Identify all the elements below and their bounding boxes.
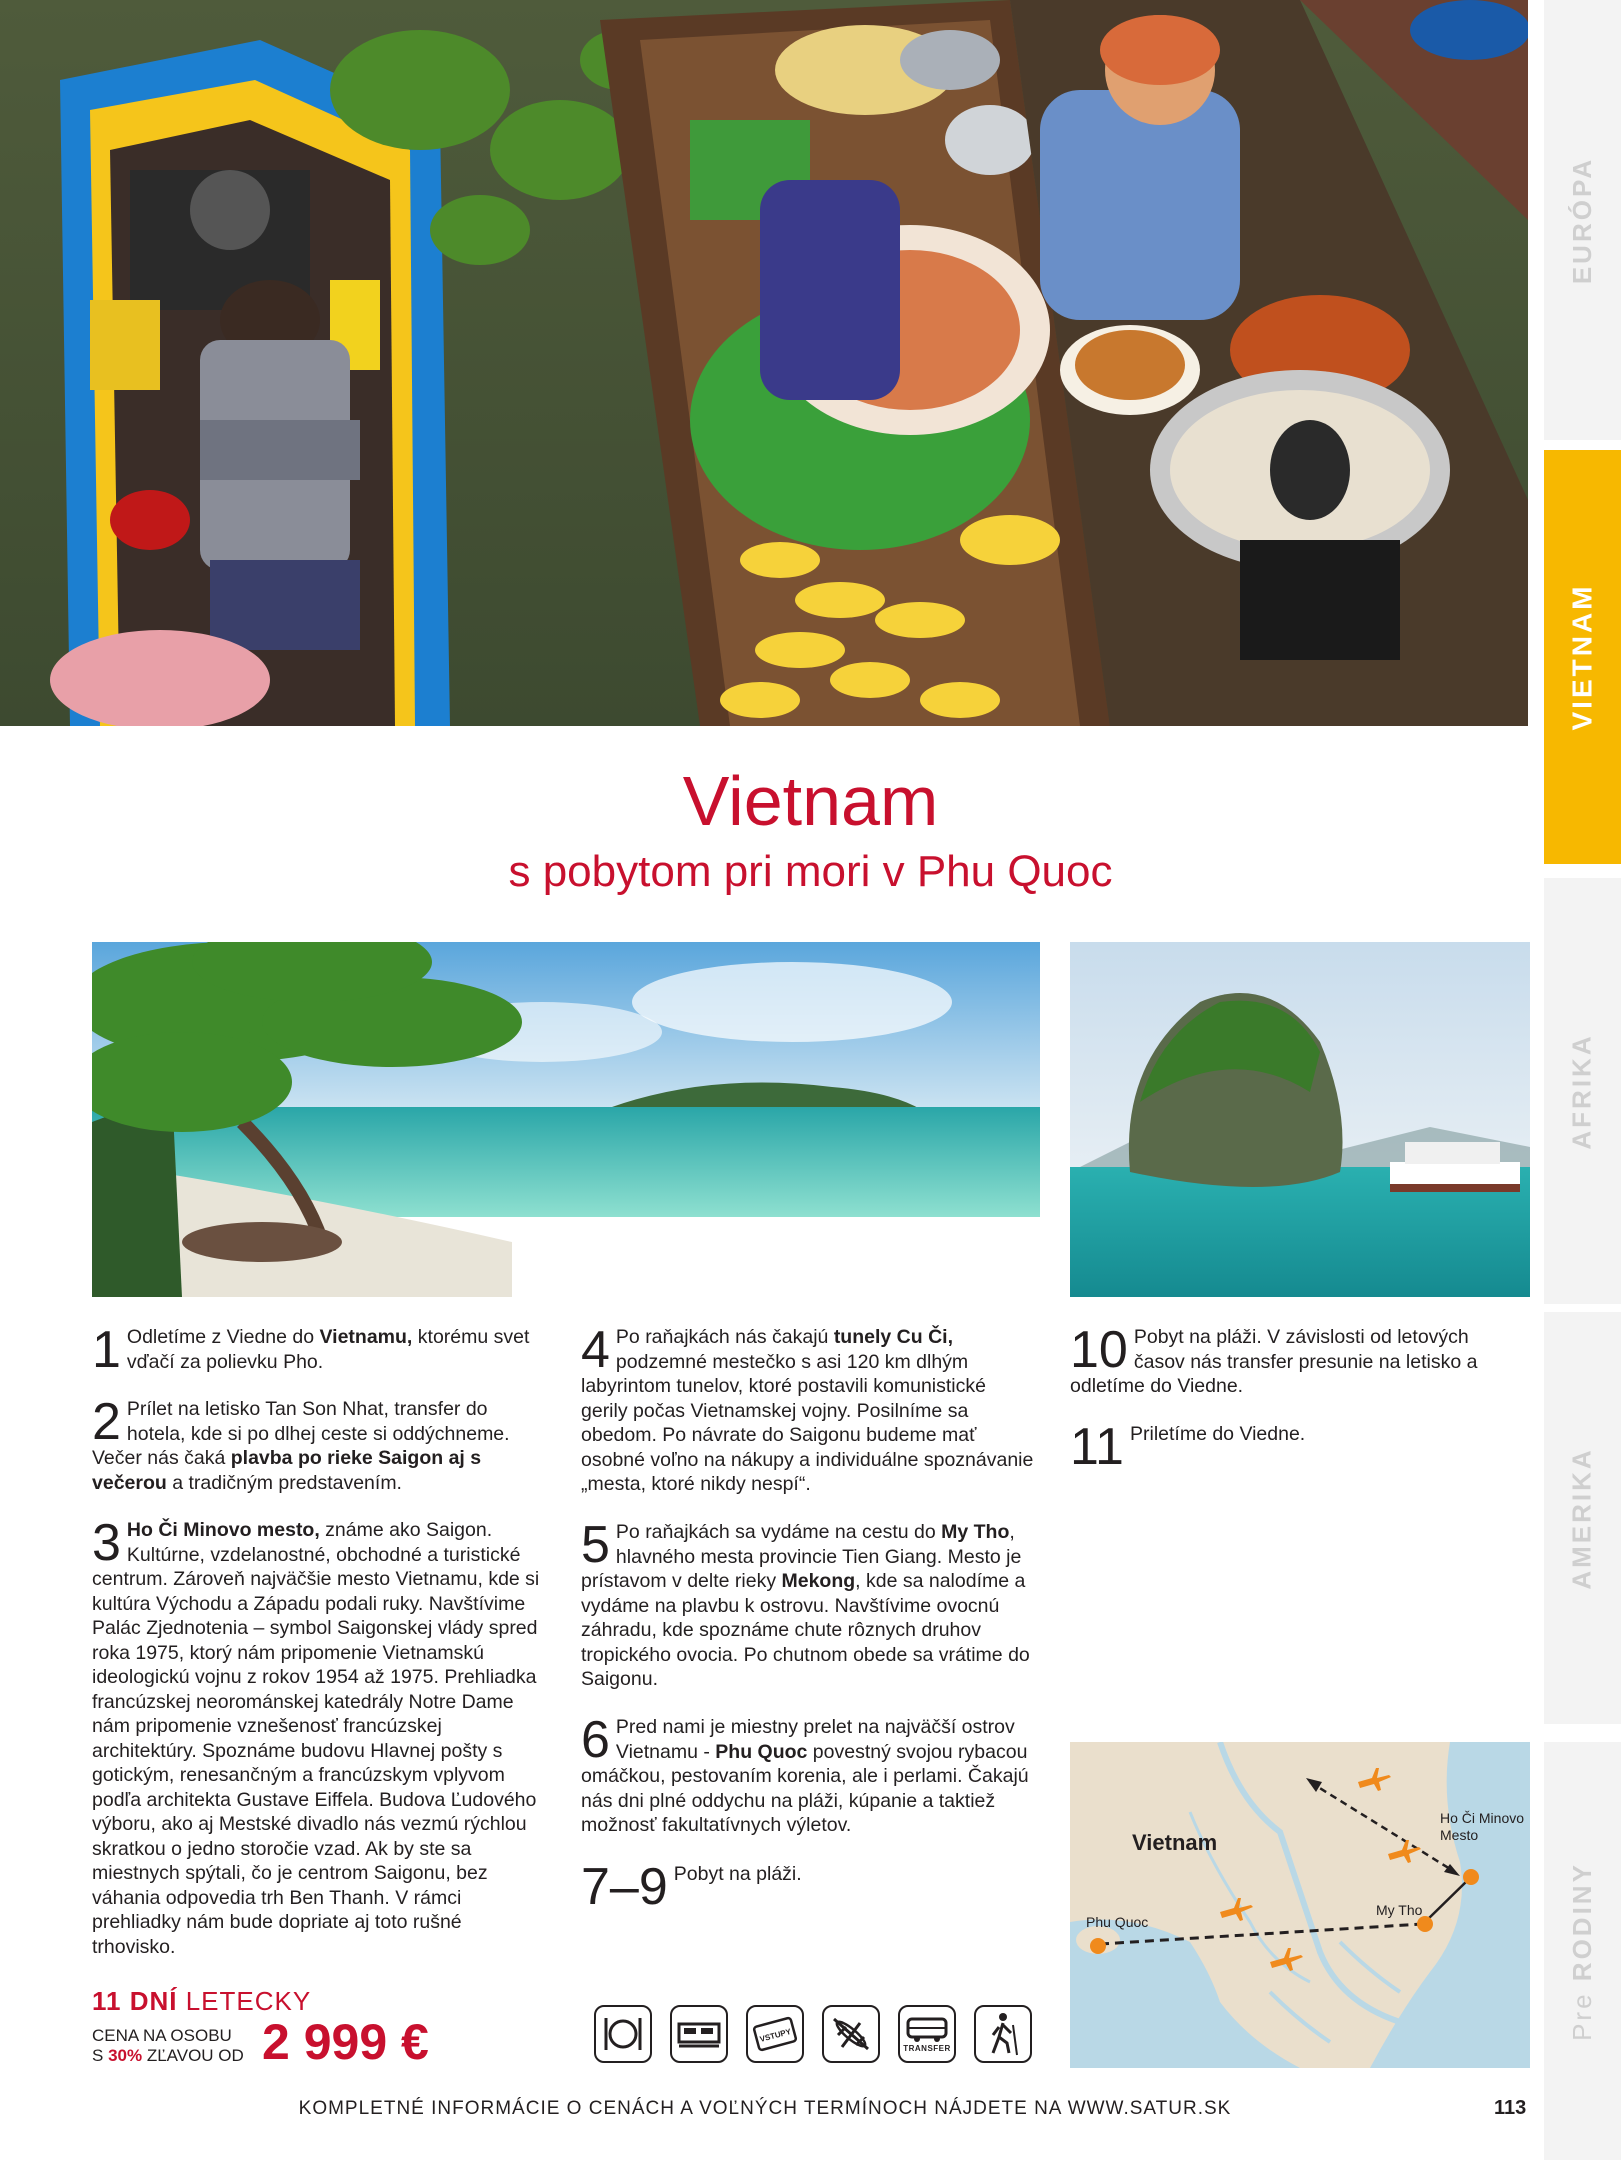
- footer-info: KOMPLETNÉ INFORMÁCIE O CENÁCH A VOĽNÝCH TERMÍNOCH NÁJDETE NA WWW.SATUR.SK: [298, 2098, 1232, 2119]
- itinerary-day-6: [581, 1711, 1036, 1838]
- itinerary-day-11: [1070, 1418, 1525, 1476]
- price-label-line1: CENA NA OSOBU: [92, 2026, 232, 2045]
- itinerary-day-4: [581, 1321, 1036, 1497]
- price-label: [92, 2026, 244, 2066]
- itinerary-day-5: [581, 1516, 1036, 1692]
- tab-afrika-label: AFRIKA: [1567, 1032, 1597, 1150]
- day-number: 5: [581, 1516, 610, 1574]
- tab-amerika[interactable]: [1544, 1312, 1621, 1724]
- itinerary-day-10: [1070, 1321, 1525, 1399]
- beach-illustration: [92, 942, 1040, 1297]
- tab-pre-rodiny[interactable]: [1544, 1742, 1621, 2160]
- day-text: Priletíme do Viedne.: [1129, 1423, 1306, 1445]
- halong-bay-photo: [1070, 942, 1530, 1297]
- ticket-icon-label: VSTUPY: [758, 2026, 793, 2044]
- route-map: [1070, 1742, 1530, 2068]
- day-text: Pobyt na pláži.: [673, 1863, 802, 1885]
- trip-days: 11 DNÍ: [92, 1986, 178, 2016]
- day-text: Po raňajkách nás čakajú tunely Cu Či, podzemné mestečko s asi 120 km dlhým labyrintom tunelov, ktoré postavili komunistické gerily počas Vietnamskej vojny. Posilníme sa obedom. Po návrate do Saigonu budeme mať osobné voľno na nákupy a individuálne spoznávanie „mesta, ktoré nikdy nespí“.: [581, 1326, 1034, 1495]
- discount-percent: 30%: [108, 2046, 143, 2065]
- day-number: 1: [92, 1321, 121, 1379]
- day-number: 4: [581, 1321, 610, 1379]
- day-number: 3: [92, 1514, 121, 1572]
- halong-bay-illustration: [1070, 942, 1530, 1297]
- transfer-icon: [898, 2005, 956, 2063]
- tab-amerika-label: AMERIKA: [1567, 1446, 1597, 1590]
- day-text: Odletíme z Viedne do Vietnamu, ktorému svet vďačí za polievku Pho.: [126, 1326, 530, 1373]
- price-label-line2: [92, 2046, 244, 2066]
- day-number: 10: [1070, 1321, 1128, 1379]
- day-text: Po raňajkách sa vydáme na cestu do My Tho, hlavného mesta provincie Tien Giang. Mesto je prístavom v delte rieky Mekong, kde sa nalodíme a vydáme na plavbu k ostrovu. Navštívime ovocnú záhradu, kde spoznáme chute rôznych druhov tropického ovocia. Po chutnom obede sa vrátime do Saigonu.: [581, 1521, 1030, 1690]
- day-text: Ho Či Minovo mesto, známe ako Saigon. Kultúrne, vzdelanostné, obchodné a turistické centrum. Zároveň najväčšie mesto Vietnamu, kde si kultúra Východu a Západu podali ruky. Navštívime Palác Zjednotenia – symbol Saigonskej vlády spred roka 1975, ktorý nám pripomenie Vietnamskú ideologickú vojnu z rokov 1954 až 1975. Prehliadka francúzskej neorománskej katedrály Notre Dame nám pripomenie vznešenosť francúzskej architektúry. Spoznáme budovu Hlavnej pošty s gotickým, renesančným a francúzskym vplyvom podľa architekta Gustave Eiffela. Budova Ľudového výboru, ako aj Mestské divadlo nás vezmú rýchlou skratkou o jedno storočie vzad. Ak by ste sa miestnych spýtali, čo je centrom Saigonu, bez váhania odpovedia trh Ben Thanh. V rámci prehliadky nám bude dopriate aj toto rušné trhovisko.: [92, 1519, 540, 1958]
- map-label-mytho: My Tho: [1376, 1902, 1423, 1918]
- map-label-hcm-line2: Mesto: [1440, 1827, 1479, 1843]
- day-number: 2: [92, 1393, 121, 1451]
- map-country-label: Vietnam: [1132, 1830, 1218, 1855]
- tab-rodiny-word: RODINY: [1567, 1861, 1598, 1981]
- map-label-hcm-line1: Ho Či Minovo: [1440, 1810, 1525, 1826]
- flight-icon: [822, 2005, 880, 2063]
- price-value: 2 999 €: [262, 2014, 429, 2070]
- itinerary-day-3: [92, 1514, 544, 1959]
- map-label-hcm: [1440, 1810, 1524, 1844]
- tab-europa-label: EURÓPA: [1567, 156, 1597, 284]
- itinerary-day-7-9: [581, 1858, 1036, 1916]
- tab-europa[interactable]: [1544, 0, 1621, 440]
- hiking-icon: [974, 2005, 1032, 2063]
- ticket-icon: [746, 2005, 804, 2063]
- price-label-from: ZĽAVOU OD: [142, 2046, 244, 2065]
- map-label-phuquoc: Phu Quoc: [1086, 1914, 1149, 1930]
- day-number: 6: [581, 1711, 610, 1769]
- hero-photo-floating-market: [0, 0, 1528, 726]
- route-map-graphic: [1070, 1742, 1530, 2068]
- floating-market-illustration: [0, 0, 1528, 726]
- page-title: Vietnam: [682, 762, 939, 840]
- itinerary-day-2: [92, 1393, 547, 1495]
- trip-duration: [92, 1986, 311, 2017]
- day-number: 7–9: [581, 1858, 668, 1916]
- day-text: Prílet na letisko Tan Son Nhat, transfer do hotela, kde si po dlhej ceste si oddýchneme. Večer nás čaká plavba po rieke Saigon aj s večerou a tradičným predstavením.: [92, 1398, 510, 1494]
- tab-vietnam-label: VIETNAM: [1566, 583, 1598, 731]
- price-label-s: S: [92, 2046, 109, 2065]
- page-subtitle: s pobytom pri mori v Phu Quoc: [508, 847, 1113, 896]
- page-heading: [0, 760, 1621, 900]
- tab-afrika[interactable]: [1544, 878, 1621, 1304]
- day-number: 11: [1070, 1418, 1124, 1476]
- day-text: Pobyt na pláži. V závislosti od letových časov nás transfer presunie na letisko a odletíme do Viedne.: [1070, 1326, 1478, 1397]
- meal-icon: [594, 2005, 652, 2063]
- bed-icon: [670, 2005, 728, 2063]
- day-text: Pred nami je miestny prelet na najväčší ostrov Vietnamu - Phu Quoc povestný svojou rybacou omáčkou, pestovaním korenia, ale i perlami. Čakajú nás dni plné oddychu na pláži, kúpanie a taktiež možnosť fakultatívnych výletov.: [581, 1716, 1029, 1836]
- transfer-icon-label: TRANSFER: [903, 2043, 951, 2053]
- trip-mode: LETECKY: [177, 1986, 312, 2016]
- page-number: 113: [1494, 2097, 1527, 2119]
- beach-photo: [92, 942, 1040, 1297]
- tab-pre-rodiny-label: [1567, 1862, 1598, 2041]
- itinerary-day-1: [92, 1321, 542, 1379]
- tab-pre-word: Pre: [1567, 1990, 1598, 2041]
